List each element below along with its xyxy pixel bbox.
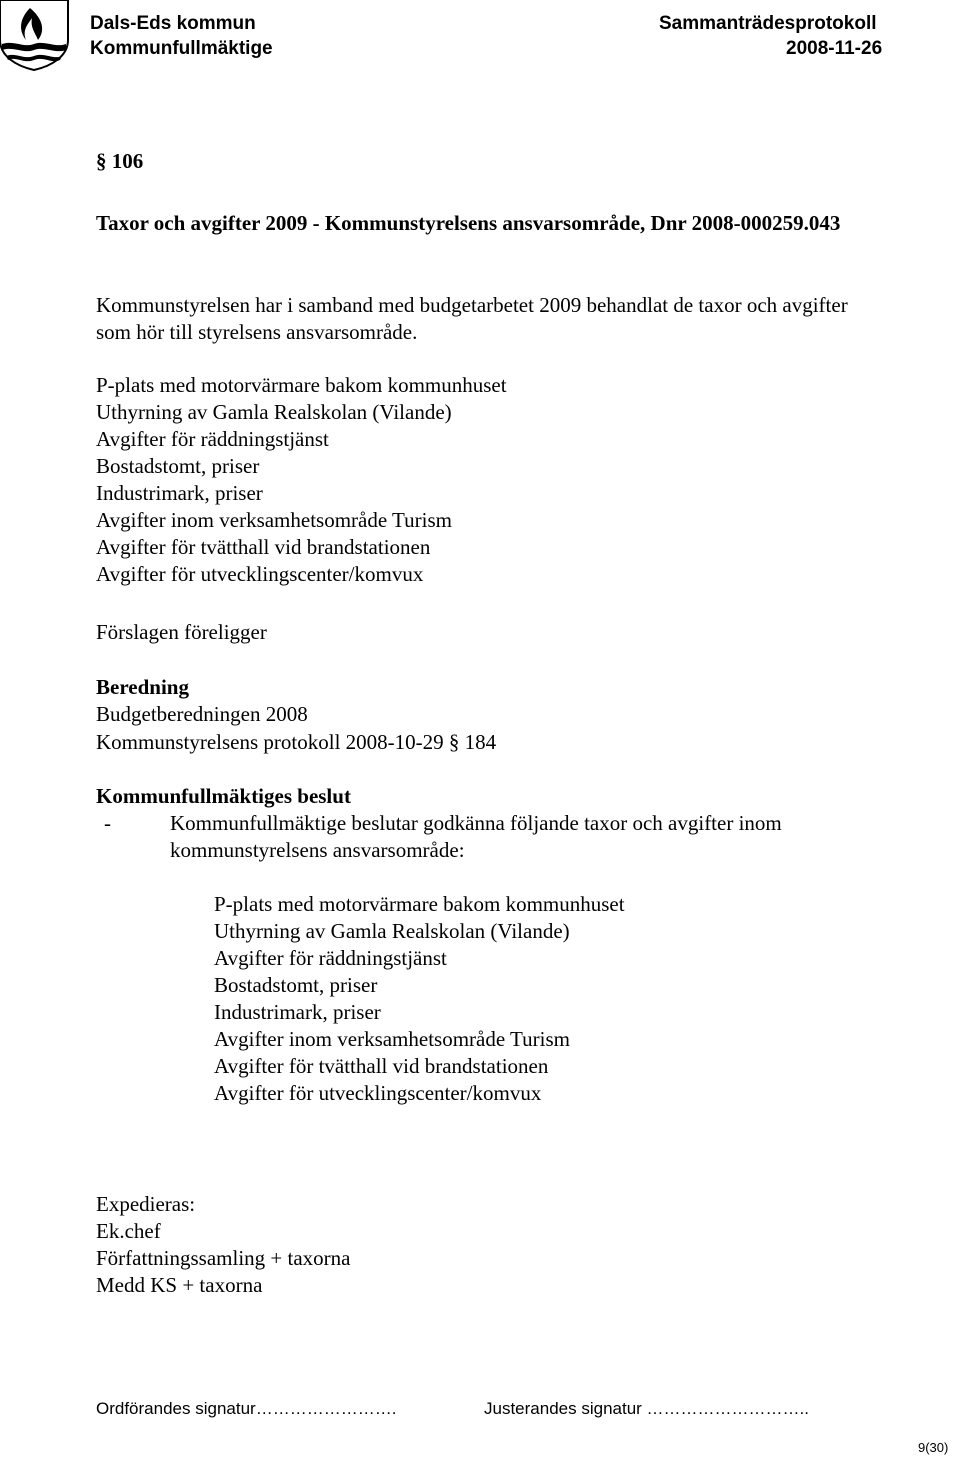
approved-fee-list (214, 891, 625, 1107)
list-item: Uthyrning av Gamla Realskolan (Vilande) (96, 400, 452, 424)
list-item: Bostadstomt, priser (214, 973, 378, 997)
list-item: Bostadstomt, priser (96, 454, 260, 478)
list-item: Industrimark, priser (96, 481, 263, 505)
list-item: Avgifter inom verksamhetsområde Turism (214, 1027, 570, 1051)
chair-signature: Ordförandes signatur……………………. (96, 1399, 397, 1418)
list-item: Avgifter för räddningstjänst (214, 946, 447, 970)
list-item: Avgifter inom verksamhetsområde Turism (96, 508, 452, 532)
dispatch-heading: Expedieras: (96, 1192, 196, 1216)
page-number: 9(30) (918, 1440, 949, 1455)
list-item: Avgifter för utvecklingscenter/komvux (96, 562, 424, 586)
list-item: Industrimark, priser (214, 1000, 381, 1024)
preparation-line: Kommunstyrelsens protokoll 2008-10-29 § 184 (96, 730, 497, 754)
meeting-date: 2008-11-26 (786, 38, 883, 59)
decision-text: Kommunfullmäktige beslutar godkänna följande taxor och avgifter inom kommunstyrelsens ansvarsområde: (170, 811, 782, 862)
list-item: Uthyrning av Gamla Realskolan (Vilande) (214, 919, 570, 943)
council-name: Kommunfullmäktige (90, 38, 273, 59)
decision-bullet: - (104, 811, 111, 835)
adjuster-signature: Justerandes signatur ……………………….. (484, 1399, 809, 1418)
list-item: Avgifter för tvätthall vid brandstationen (214, 1054, 549, 1078)
preparation-heading: Beredning (96, 675, 189, 699)
list-item: Avgifter för utvecklingscenter/komvux (214, 1081, 542, 1105)
dispatch-line: Ek.chef (96, 1219, 161, 1243)
dispatch-block (96, 1191, 350, 1299)
dispatch-line: Författningssamling + taxorna (96, 1246, 351, 1270)
list-item: P-plats med motorvärmare bakom kommunhuset (96, 373, 507, 397)
municipality-name: Dals-Eds kommun (90, 13, 256, 34)
list-item: Avgifter för tvätthall vid brandstationen (96, 535, 431, 559)
list-item: P-plats med motorvärmare bakom kommunhuset (214, 892, 625, 916)
paragraph-number: § 106 (96, 149, 144, 173)
list-item: Avgifter för räddningstjänst (96, 427, 329, 451)
dispatch-line: Medd KS + taxorna (96, 1273, 263, 1297)
intro-text: Kommunstyrelsen har i samband med budgetarbetet 2009 behandlat de taxor och avgifter som hör till styrelsens ansvarsområde. (96, 293, 848, 344)
preparation-line: Budgetberedningen 2008 (96, 702, 308, 726)
proposal-text: Förslagen föreligger (96, 620, 267, 644)
decision-heading: Kommunfullmäktiges beslut (96, 784, 351, 808)
document-type: Sammanträdesprotokoll (659, 13, 877, 34)
fee-list (96, 372, 507, 588)
item-title: Taxor och avgifter 2009 - Kommunstyrelsens ansvarsområde, Dnr 2008-000259.043 (96, 211, 841, 235)
municipal-crest-icon (0, 0, 72, 72)
